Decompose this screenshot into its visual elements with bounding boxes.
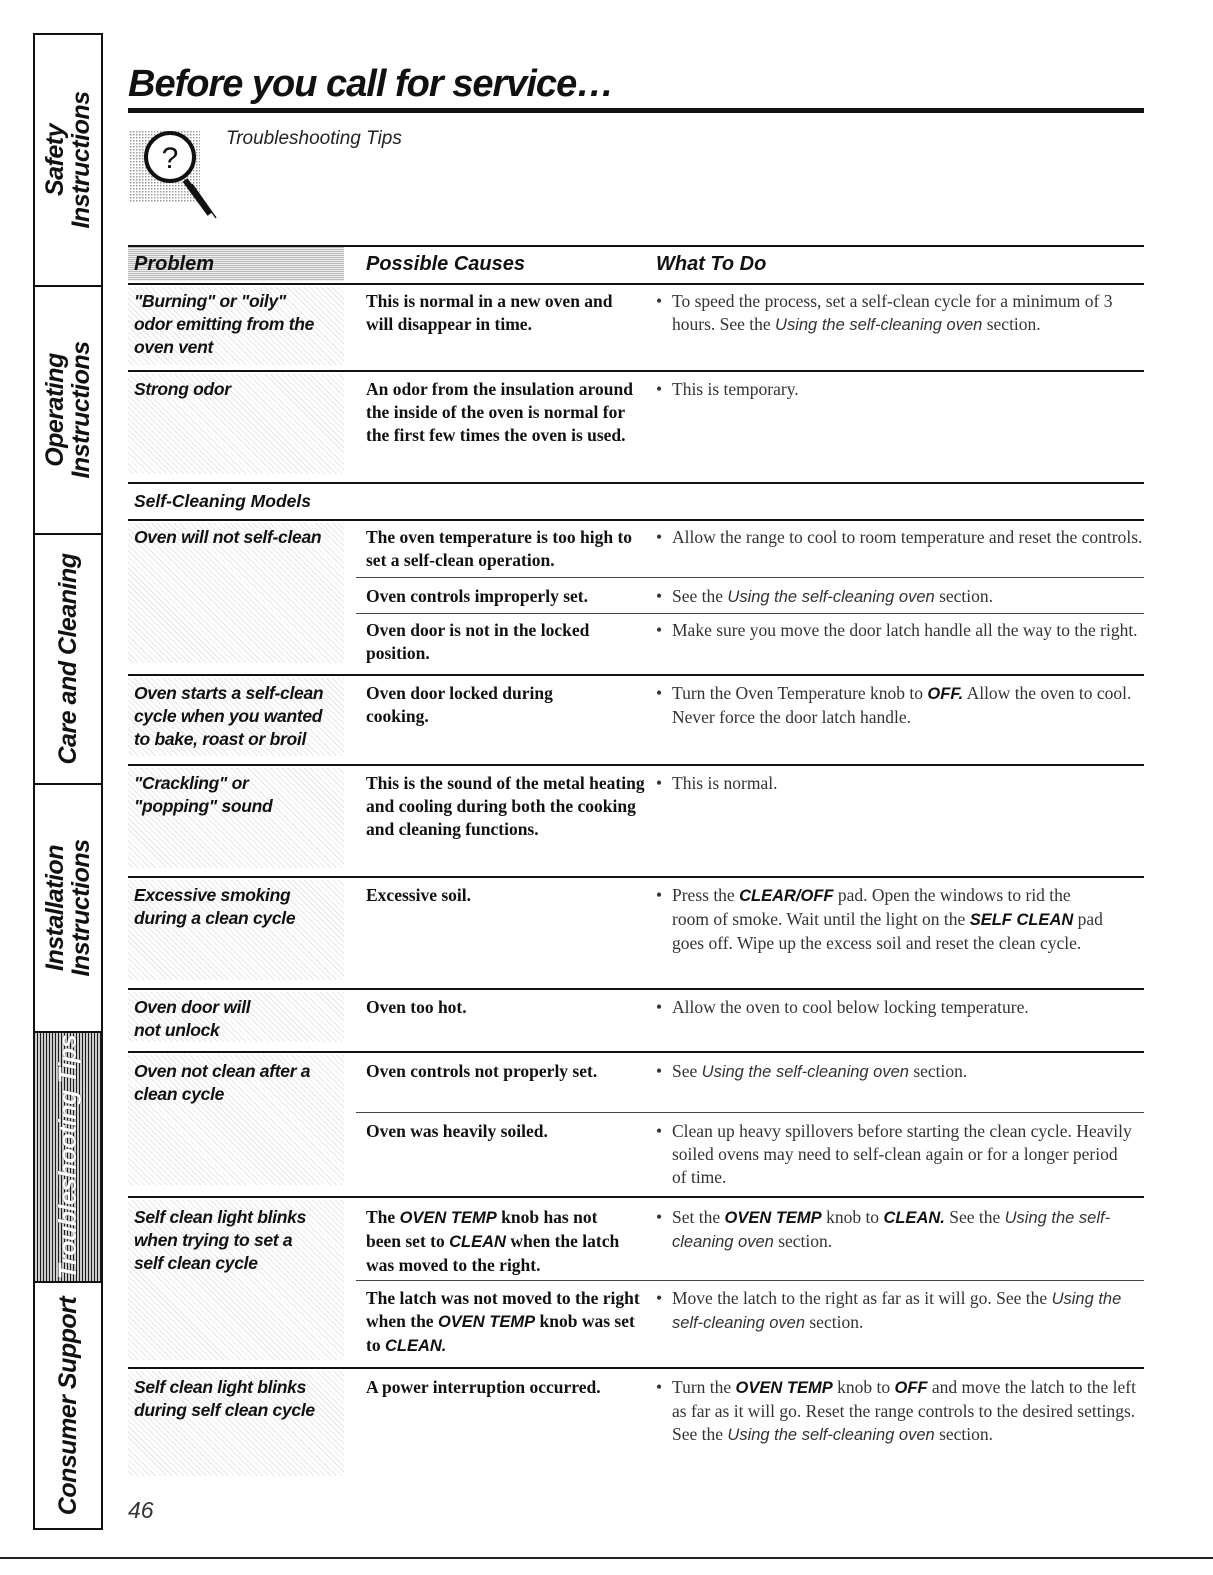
- cause-text: Oven controls improperly set.: [366, 586, 588, 606]
- bottom-rule: [0, 1557, 1213, 1559]
- cause-text: Oven controls not properly set.: [366, 1061, 598, 1081]
- todo-text: • Turn the OVEN TEMP knob to OFF and move the latch to the left as far as it will go. Reset the range controls to the desired settings. See the Using the self-cleaning oven section.: [656, 1377, 1136, 1444]
- sidebar-nav: [33, 33, 103, 1530]
- problem-text: Oven starts a self-clean cycle when you wanted to bake, roast or broil: [134, 683, 324, 749]
- cause-text: An odor from the insulation around the inside of the oven is normal for the first few times the oven is used.: [366, 379, 633, 445]
- cause-text: Oven door locked during cooking.: [366, 683, 553, 726]
- cause-text: This is the sound of the metal heating and cooling during both the cooking and cleaning functions.: [366, 773, 645, 839]
- table-rule: [128, 482, 1144, 484]
- todo-text: • Allow the range to cool to room temperature and reset the controls.: [656, 527, 1143, 547]
- column-header-todo: What To Do: [656, 253, 767, 275]
- tab-label: Operating Instructions: [41, 341, 95, 479]
- cause-text: Excessive soil.: [366, 885, 471, 905]
- question-magnifier-icon: [130, 122, 220, 222]
- subtitle: Troubleshooting Tips: [226, 128, 402, 149]
- tab-label: Troubleshooting Tips: [54, 1034, 82, 1280]
- todo-text: • Make sure you move the door latch handle all the way to the right.: [656, 620, 1138, 640]
- page-number: 46: [128, 1497, 154, 1523]
- table-rule: [128, 1051, 1144, 1053]
- todo-text: • Allow the oven to cool below locking temperature.: [656, 997, 1029, 1017]
- column-header-causes: Possible Causes: [366, 253, 525, 275]
- tab-consumer-support[interactable]: [35, 1283, 101, 1528]
- section-label: Self-Cleaning Models: [134, 491, 311, 511]
- tab-safety-instructions[interactable]: [35, 35, 101, 287]
- todo-text: • Move the latch to the right as far as it will go. See the Using the self-cleaning oven section.: [656, 1288, 1122, 1332]
- todo-text: • To speed the process, set a self-clean cycle for a minimum of 3 hours. See the Using the self-cleaning oven section.: [656, 291, 1113, 334]
- todo-text: • See Using the self-cleaning oven section.: [656, 1061, 968, 1081]
- problem-text: Oven not clean after a clean cycle: [134, 1061, 311, 1104]
- tab-label: Consumer Support: [54, 1296, 82, 1515]
- problem-text: Oven door will not unlock: [134, 997, 251, 1040]
- cause-text: Oven too hot.: [366, 997, 467, 1017]
- todo-text: • See the Using the self-cleaning oven section.: [656, 586, 994, 606]
- cause-text: The latch was not moved to the right when the OVEN TEMP knob was set to CLEAN.: [366, 1288, 640, 1355]
- cause-text: The oven temperature is too high to set a self-clean operation.: [366, 527, 633, 570]
- tab-installation-instructions[interactable]: [35, 785, 101, 1033]
- page-title: Before you call for service…: [128, 63, 614, 105]
- tab-label: Care and Cleaning: [54, 553, 82, 765]
- table-rule: [128, 1196, 1144, 1198]
- tab-label: Safety Instructions: [41, 91, 95, 229]
- todo-text: • Press the CLEAR/OFF pad. Open the windows to rid the room of smoke. Wait until the light on the SELF CLEAN pad goes off. Wipe up the excess soil and reset the clean cycle.: [656, 885, 1103, 953]
- todo-text: • Turn the Oven Temperature knob to OFF. Allow the oven to cool. Never force the door latch handle.: [656, 683, 1132, 727]
- problem-text: Self clean light blinks when trying to set a self clean cycle: [134, 1207, 307, 1273]
- cause-text: This is normal in a new oven and will disappear in time.: [366, 291, 613, 334]
- table-rule: [128, 988, 1144, 990]
- table-rule: [356, 1280, 1144, 1281]
- table-rule: [128, 283, 1144, 285]
- table-rule: [356, 1112, 1144, 1113]
- table-rule: [356, 577, 1144, 578]
- table-rule: [356, 613, 1144, 614]
- tab-label: Installation Instructions: [41, 839, 95, 977]
- todo-text: • This is normal.: [656, 773, 778, 793]
- table-rule: [128, 764, 1144, 766]
- cause-text: The OVEN TEMP knob has not been set to CLEAN when the latch was moved to the right.: [366, 1207, 620, 1275]
- problem-text: Excessive smoking during a clean cycle: [134, 885, 296, 928]
- title-rule: [128, 108, 1144, 113]
- svg-text:?: ?: [161, 142, 179, 175]
- todo-text: • This is temporary.: [656, 379, 799, 399]
- table-rule: [128, 370, 1144, 372]
- problem-text: "Crackling" or "popping" sound: [134, 773, 273, 816]
- table-rule: [128, 519, 1144, 521]
- tab-troubleshooting-tips[interactable]: [35, 1033, 101, 1283]
- problem-text: Oven will not self-clean: [134, 527, 322, 547]
- table-rule: [128, 1367, 1144, 1369]
- cause-text: Oven was heavily soiled.: [366, 1121, 548, 1141]
- table-rule: [128, 674, 1144, 676]
- column-header-problem: Problem: [134, 253, 215, 275]
- todo-text: • Clean up heavy spillovers before starting the clean cycle. Heavily soiled ovens may need to self-clean again or for a longer period of time.: [656, 1121, 1132, 1187]
- problem-text: "Burning" or "oily" odor emitting from the oven vent: [134, 291, 315, 357]
- table-rule: [128, 876, 1144, 878]
- todo-text: • Set the OVEN TEMP knob to CLEAN. See the Using the self-cleaning oven section.: [656, 1207, 1111, 1251]
- tab-operating-instructions[interactable]: [35, 287, 101, 535]
- tab-care-and-cleaning[interactable]: [35, 535, 101, 785]
- problem-text: Self clean light blinks during self clean cycle: [134, 1377, 315, 1420]
- cause-text: A power interruption occurred.: [366, 1377, 601, 1397]
- problem-text: Strong odor: [134, 379, 231, 399]
- cause-text: Oven door is not in the locked position.: [366, 620, 590, 663]
